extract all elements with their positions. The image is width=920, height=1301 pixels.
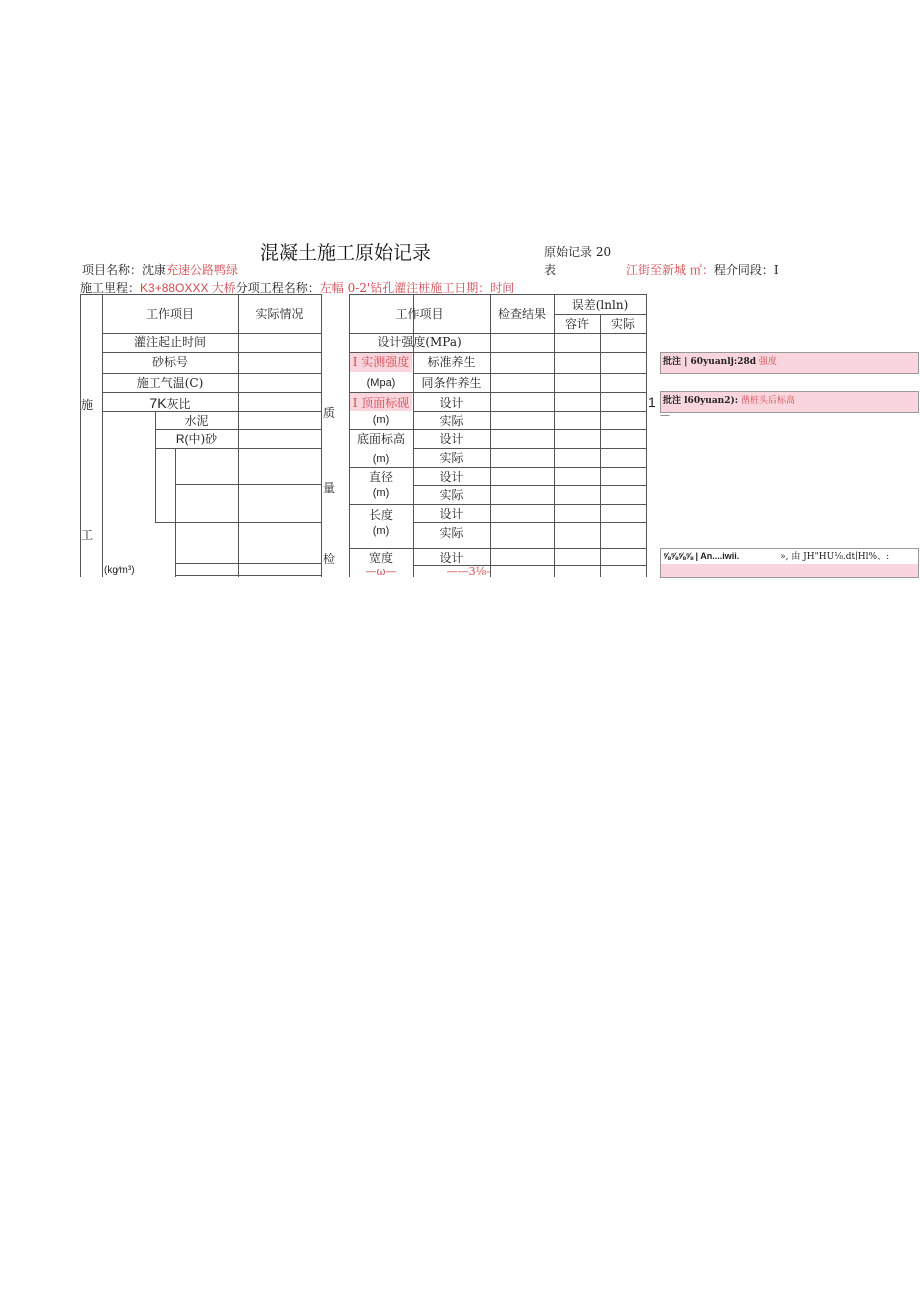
bottom-elev-unit: (m): [372, 453, 390, 465]
col-error-text: 误差(lnln): [571, 298, 629, 312]
subitem-value: 左幅 0-2'钻孔灌注桩施工日期：时间: [319, 281, 515, 295]
length-unit: (m): [372, 525, 390, 537]
col-actual-header: 实际: [610, 317, 635, 331]
top-elev-design: 设计: [439, 396, 464, 410]
mileage-label: 施工里程：: [80, 281, 141, 295]
side-label-gong: 工: [81, 528, 94, 542]
top-elev-actual: 实际: [439, 414, 464, 428]
row-wc-text: 灰比: [166, 397, 191, 411]
row-water-cement-ratio: [102, 396, 238, 411]
top-elev-unit: (m): [372, 414, 390, 426]
row-temperature: 施工气温(C): [136, 376, 204, 390]
section-label: 程介同段：I: [713, 263, 779, 277]
side-label-jian: 检: [323, 552, 336, 566]
diameter-design: 设计: [439, 470, 464, 484]
comment-box-2[interactable]: [660, 391, 919, 413]
mileage-value: K3+88OXXX 大桥: [140, 281, 236, 295]
comment-2-text: 凿桩头后标高: [740, 396, 795, 406]
row-std-cure: 标准养生: [427, 355, 476, 369]
record-number: 原始记录 20: [544, 245, 612, 259]
row-bottom-elevation: 底面标高: [356, 432, 405, 446]
project-right-text: 江街至新城 ㎡：: [626, 263, 714, 277]
comment-box-3[interactable]: [660, 548, 919, 578]
row-design-strength: 设计强度(MPa): [377, 335, 462, 349]
table-word: 表: [544, 263, 557, 277]
width-design: 设计: [439, 551, 464, 565]
bottom-elev-design: 设计: [439, 432, 464, 446]
project-name: 充速公路鸭绿: [166, 263, 239, 277]
bottom-left-fragment: —ω—: [365, 565, 397, 578]
row-wc-prefix: 7K: [149, 395, 167, 411]
row-cement: 水泥: [184, 414, 209, 428]
comment-box-1[interactable]: [660, 352, 919, 374]
comment-3-right: », 由 JH"HU⅛.dt∣Hl%、:: [780, 552, 890, 562]
project-prefix: 沈康: [142, 263, 167, 277]
col-error-header: [554, 298, 646, 312]
side-label-liang: 量: [323, 481, 336, 495]
col-allow-header: 容许: [564, 317, 589, 331]
project-right: [626, 261, 779, 278]
left-col-item-header: 工作项目: [145, 307, 194, 321]
subitem-label: 分项工程名称：: [235, 281, 320, 295]
row-diameter: 直径: [368, 470, 393, 484]
length-design: 设计: [439, 507, 464, 521]
right-col-item-header: 工作项目: [395, 307, 444, 321]
row-length: 长度: [368, 508, 393, 522]
row-pour-time: 灌注起止时间: [133, 335, 206, 349]
row-same-cure: 同条件养生: [421, 376, 482, 390]
bottom-right-fragment: ——3⅛-: [446, 565, 490, 578]
left-col-actual-header: 实际情况: [255, 307, 304, 321]
bottom-elev-actual: 实际: [439, 451, 464, 465]
comment-2-marker: 1: [648, 394, 656, 410]
row-sand: [155, 432, 238, 446]
row-sand-end: 砂: [205, 432, 218, 446]
comment-3-left: ⅝⅝⅝⅝ | An....iwii.: [663, 551, 740, 561]
diameter-unit: (m): [372, 487, 390, 499]
project-line: [82, 261, 238, 278]
col-result-header: 检查结果: [497, 307, 546, 321]
comment-1-text: 强度: [758, 357, 777, 367]
row-sand-mid: 中): [188, 432, 206, 446]
row-mpa-unit: (Mpa): [366, 377, 396, 389]
side-label-zhi: 质: [323, 406, 336, 420]
comment-2-dash: —: [660, 410, 670, 421]
diameter-actual: 实际: [439, 488, 464, 502]
row-width: 宽度: [368, 551, 393, 565]
unit-kg-m3: (kg∕m³): [104, 565, 135, 576]
document-title: 混凝土施工原始记录: [260, 242, 432, 264]
comment-2-author: 批注 l60yuan2):: [663, 396, 739, 406]
side-label-shi: 施: [81, 398, 94, 412]
row-mortar-grade: 砂标号: [151, 355, 188, 369]
row-sand-prefix: R(: [175, 432, 189, 446]
project-label: 项目名称：: [82, 263, 143, 277]
row-top-elevation: I 顶面标砚: [352, 396, 410, 410]
comment-1-author: 批注 | 60yuanlj:28d: [663, 357, 757, 367]
length-actual: 实际: [439, 526, 464, 540]
row-measured-strength: I 实测强度: [352, 355, 410, 369]
